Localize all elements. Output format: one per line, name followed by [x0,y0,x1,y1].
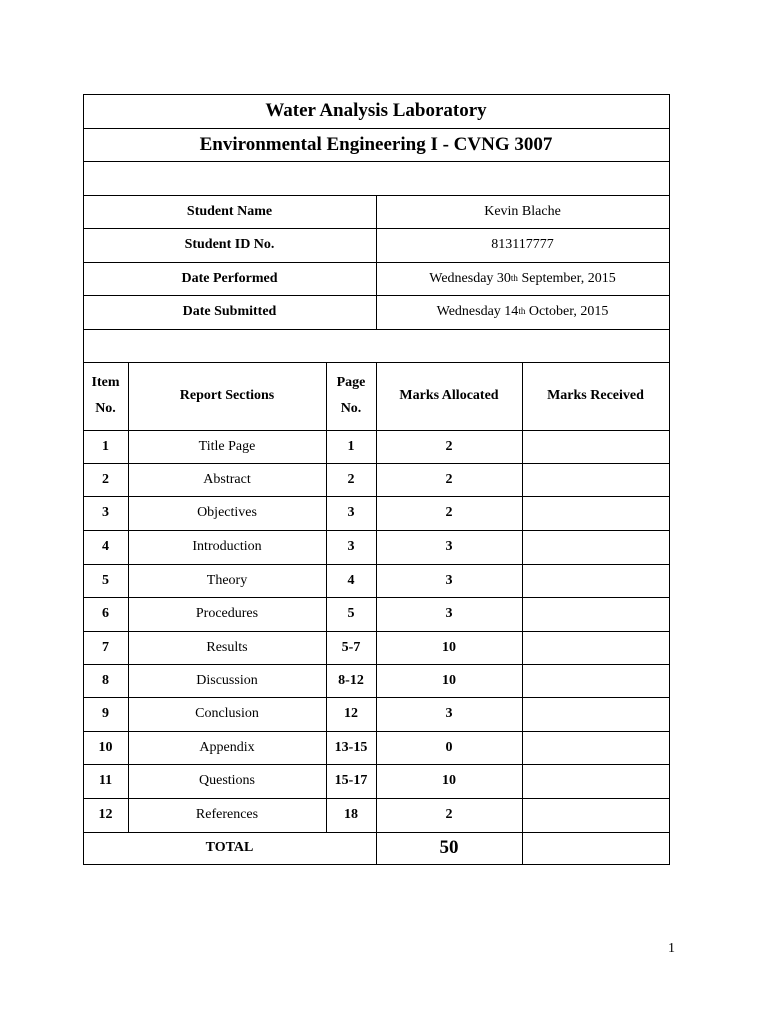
row-marks-received [522,430,669,463]
row-item-no: 5 [102,572,109,588]
row-item-no: 3 [102,505,109,520]
row-section: Discussion [196,672,258,688]
info-label: Student Name [186,203,273,219]
row-item-no: 4 [102,539,109,554]
row-page: 15-17 [334,773,368,788]
row-item-no: 6 [102,606,109,621]
info-value: Kevin Blache [484,203,561,219]
row-page: 2 [347,471,355,487]
row-section: Results [206,639,248,655]
row-section: Appendix [199,739,255,755]
row-page: 5 [347,606,355,621]
row-item-no: 9 [102,706,109,721]
row-section: Abstract [203,471,251,487]
header-item-no [83,362,128,430]
row-section: Theory [206,572,248,588]
row-item-no: 7 [102,639,109,655]
row-item-no: 8 [102,672,109,688]
row-marks-allocated: 3 [445,539,453,554]
row-marks-allocated: 3 [445,706,453,721]
row-marks-allocated: 3 [445,572,453,588]
row-marks-allocated: 0 [445,739,453,755]
total-received [522,832,669,864]
header-line: Page [336,375,366,390]
date-text: October, 2015 [525,304,609,319]
header-marks-received: Marks Received [547,388,644,403]
header-line: No. [95,401,116,416]
row-page: 18 [344,807,358,822]
row-item-no: 10 [98,739,113,755]
row-page: 8-12 [338,672,364,688]
row-item-no: 12 [98,807,113,822]
info-value: Wednesday 30 $^{th}$ September, 2015 [376,262,669,295]
row-page: 3 [347,539,355,554]
row-section: Questions [199,773,255,788]
total-label: TOTAL [205,840,254,855]
row-page: 4 [347,572,355,588]
row-marks-received [522,530,669,564]
row-marks-allocated: 2 [445,505,453,520]
table-rule [83,161,670,162]
row-marks-allocated: 10 [442,773,456,788]
row-marks-allocated: 10 [442,672,456,688]
row-page: 12 [344,706,358,721]
row-marks-received [522,664,669,697]
info-label: Date Submitted [182,304,277,319]
row-section: Conclusion [195,706,259,721]
row-marks-received [522,631,669,664]
info-label: Student ID No. [184,237,275,252]
row-section: Objectives [197,505,257,520]
table-rule [669,94,670,865]
date-text: September, 2015 [517,270,616,286]
row-page: 3 [347,505,355,520]
row-item-no: 2 [102,471,109,487]
row-marks-allocated: 3 [445,606,453,621]
row-marks-received [522,463,669,496]
row-page: 5-7 [341,639,361,655]
report-title: Water Analysis Laboratory [265,100,487,121]
header-line: Item [91,375,120,390]
row-page: 13-15 [334,739,368,755]
info-value: Wednesday 14 $^{th}$ October, 2015 [376,295,669,329]
row-marks-received [522,496,669,530]
total-value: 50 [439,837,459,858]
info-label: Date Performed [181,270,278,286]
row-page: 1 [347,438,355,454]
info-value: 813117777 [491,237,554,252]
row-marks-received [522,564,669,597]
row-item-no: 11 [98,773,113,788]
row-section: Introduction [192,539,262,554]
header-report-sections: Report Sections [179,388,275,403]
date-text: Wednesday 30 [429,270,511,286]
row-marks-received [522,764,669,798]
row-marks-received [522,731,669,764]
header-page-no [326,362,376,430]
row-marks-received [522,798,669,832]
row-marks-allocated: 2 [445,471,453,487]
row-marks-allocated: 2 [445,807,453,822]
row-section: Title Page [198,438,256,454]
row-marks-allocated: 2 [445,438,453,454]
header-marks-allocated: Marks Allocated [399,388,499,403]
row-marks-received [522,697,669,731]
row-section: References [195,807,259,822]
row-marks-allocated: 10 [442,639,456,655]
row-section: Procedures [195,606,259,621]
page-number: 1 [668,941,675,956]
course-title: Environmental Engineering I - CVNG 3007 [199,133,553,155]
row-item-no: 1 [102,438,109,454]
row-marks-received [522,597,669,631]
date-text: Wednesday 14 [436,304,519,319]
header-line: No. [340,401,362,416]
